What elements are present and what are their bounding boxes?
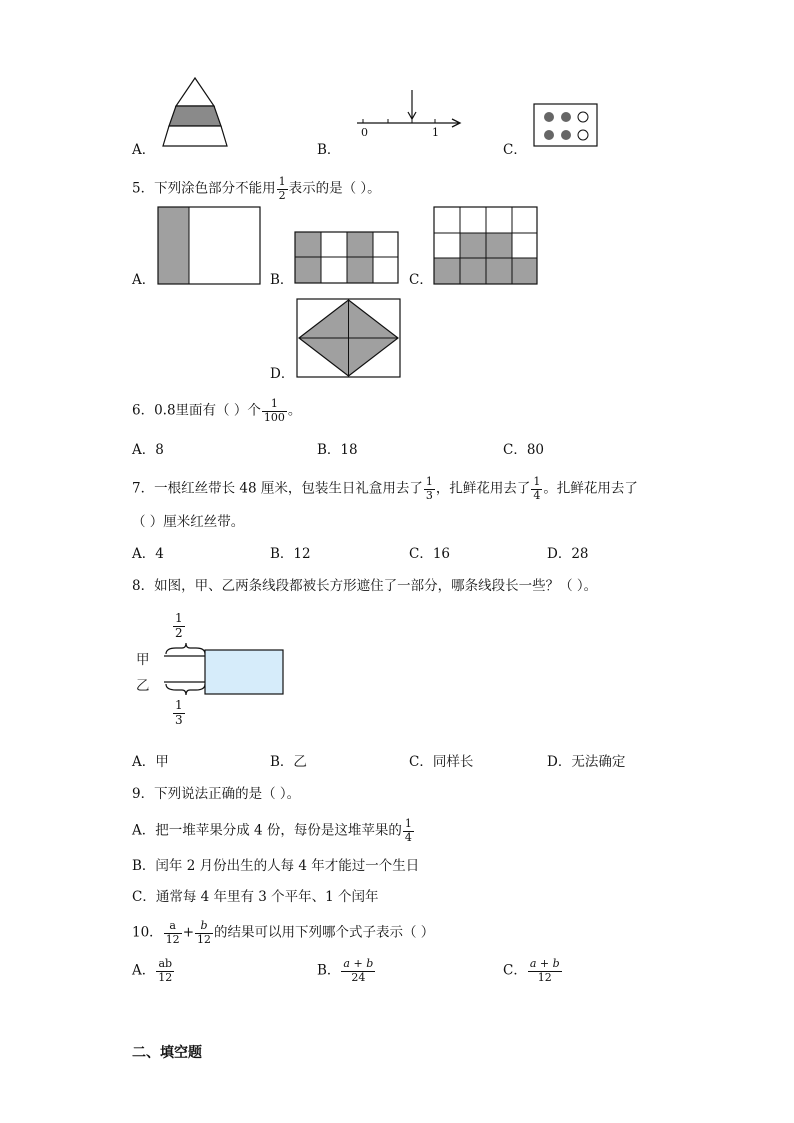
- q8-option-c[interactable]: C．同样长: [409, 754, 474, 770]
- q10-option-b-fraction: $\frac{a + b}{24}$: [343, 957, 374, 984]
- q8-option-a[interactable]: A．甲: [132, 754, 169, 770]
- q5-option-c[interactable]: C．: [409, 272, 433, 288]
- q4-option-b[interactable]: B．: [317, 142, 341, 158]
- q9-option-a-fraction: $\frac{1}{4}$: [404, 817, 412, 844]
- q8-segments-figure: [160, 646, 290, 696]
- q7-option-d[interactable]: D．28: [547, 546, 589, 562]
- q4-option-a[interactable]: A．: [132, 142, 156, 158]
- q8-label-yi: 乙: [136, 678, 150, 694]
- q6-option-a[interactable]: A．8: [132, 442, 164, 458]
- q8-label-jia: 甲: [136, 652, 150, 668]
- q10-stem: 10． $\frac{a}{12}$ + $\frac{b}{12}$ 的结果可以用下列哪个式子表示（ ）: [132, 919, 435, 946]
- q8-option-b[interactable]: B．乙: [270, 754, 307, 770]
- q7-option-c[interactable]: C．16: [409, 546, 451, 562]
- q5-option-b[interactable]: B．: [270, 272, 294, 288]
- q10-option-b[interactable]: B． $\frac{a + b}{24}$: [317, 957, 374, 984]
- q10-option-c-fraction: $\frac{a + b}{12}$: [529, 957, 560, 984]
- q10-option-a[interactable]: A． $\frac{ab}{12}$: [132, 957, 173, 984]
- q6-option-b[interactable]: B．18: [317, 442, 358, 458]
- q7-fraction-2: $\frac{1}{4}$: [533, 475, 541, 502]
- q5-figure-c: [433, 206, 539, 286]
- q8-cover-rect: [205, 650, 283, 694]
- q6-option-c[interactable]: C．80: [503, 442, 545, 458]
- q7-option-a[interactable]: A．4: [132, 546, 164, 562]
- q7-stem-line2: （ ）厘米红丝带。: [132, 514, 245, 530]
- q9-stem: 9．下列说法正确的是（ ）。: [132, 786, 301, 802]
- q9-option-b[interactable]: B．闰年 2 月份出生的人每 4 年才能过一个生日: [132, 858, 420, 874]
- q4-dots-figure: [533, 103, 599, 147]
- q10-fraction-1: $\frac{a}{12}$: [165, 919, 180, 946]
- q5-option-d[interactable]: D．: [270, 366, 295, 382]
- q5-fraction: $\frac{1}{2}$: [278, 175, 286, 202]
- q6-fraction: $\frac{1}{100}$: [263, 397, 285, 424]
- q4-option-c[interactable]: C．: [503, 142, 527, 158]
- q6-stem: 6．0.8里面有（ ）个 $\frac{1}{100}$ 。: [132, 397, 302, 424]
- q8-option-d[interactable]: D．无法确定: [547, 754, 626, 770]
- q9-option-a[interactable]: A．把一堆苹果分成 4 份，每份是这堆苹果的 $\frac{1}{4}$: [132, 817, 412, 844]
- q4-number-line: [355, 88, 465, 128]
- q8-fraction-top: $\frac{1}{2}$: [175, 611, 183, 640]
- q10-fraction-2: $\frac{b}{12}$: [197, 919, 211, 946]
- q7-fraction-1: $\frac{1}{3}$: [425, 475, 433, 502]
- q5-figure-a: [157, 206, 263, 286]
- q9-option-c[interactable]: C．通常每 4 年里有 3 个平年、1 个闰年: [132, 889, 379, 905]
- q4-triangle-figure: [160, 76, 230, 148]
- q8-stem: 8．如图，甲、乙两条线段都被长方形遮住了一部分，哪条线段长一些？（ ）。: [132, 578, 598, 594]
- q5-figure-d: [296, 298, 402, 380]
- numberline-label-1: 1: [432, 126, 439, 139]
- q7-option-b[interactable]: B．12: [270, 546, 311, 562]
- q5-stem: 5．下列涂色部分不能用 $\frac{1}{2}$ 表示的是（ ）。: [132, 175, 381, 202]
- section-heading-fill-in: 二、填空题: [132, 1045, 202, 1061]
- q5-figure-b: [294, 231, 400, 285]
- q10-option-c[interactable]: C． $\frac{a + b}{12}$: [503, 957, 560, 984]
- q8-fraction-bottom: $\frac{1}{3}$: [175, 698, 183, 727]
- q10-option-a-fraction: $\frac{ab}{12}$: [158, 957, 173, 984]
- q5-option-a[interactable]: A．: [132, 272, 156, 288]
- numberline-label-0: 0: [361, 126, 368, 139]
- q7-stem: 7．一根红丝带长 48 厘米，包装生日礼盒用去了 $\frac{1}{3}$ ，扎鲜花用去了 $\frac{1}{4}$ 。扎鲜花用去了: [132, 475, 638, 502]
